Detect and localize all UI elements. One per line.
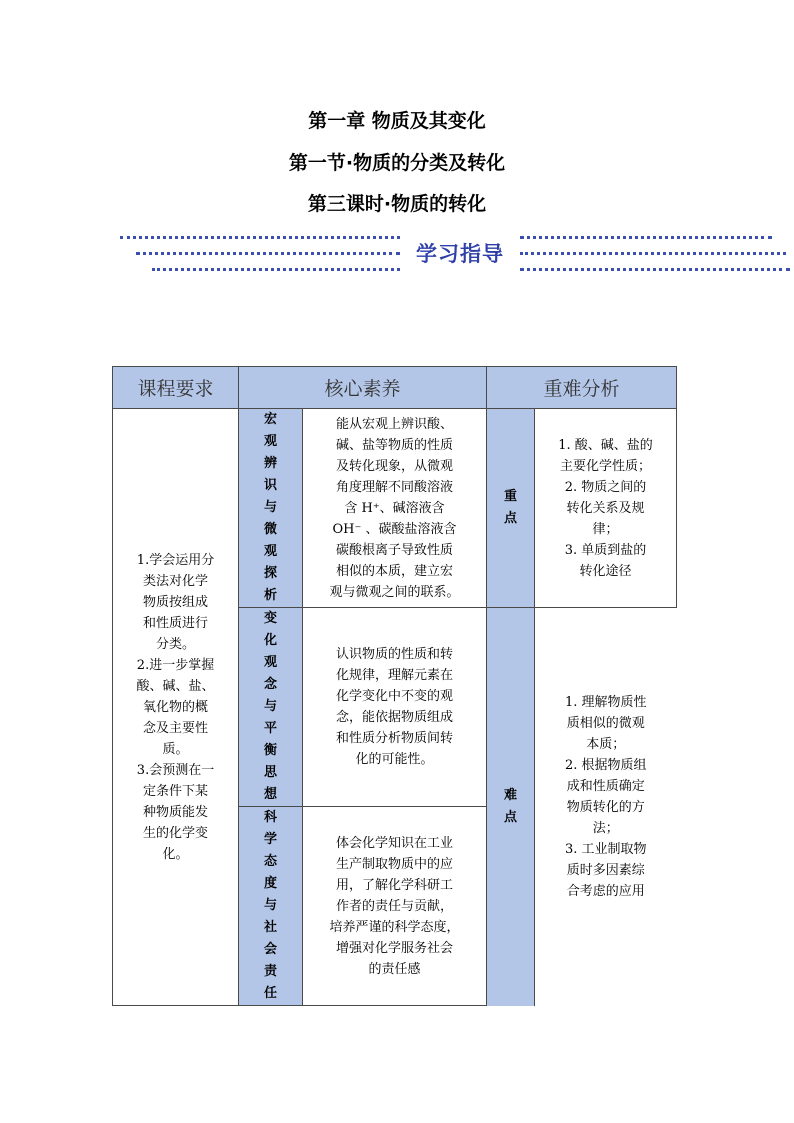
header-analysis: 重难分析 <box>487 367 677 409</box>
section-title: 第一节·物质的分类及转化 <box>288 152 506 174</box>
header-literacy: 核心素养 <box>239 367 487 409</box>
literacy-line: 生产制取物质中的应 <box>335 856 453 872</box>
category-char: 衡 <box>263 743 277 758</box>
requirements-line: 和性质进行 <box>142 615 208 631</box>
requirements-line: 定条件下某 <box>142 783 208 799</box>
literacy-category-1 <box>239 409 303 608</box>
difficult-point-line: 物质转化的方 <box>566 800 645 815</box>
literacy-line: 培养严谨的科学态度， <box>329 919 460 935</box>
requirements-text <box>121 550 230 865</box>
literacy-line: 体会化学知识在工业 <box>335 835 453 851</box>
category-char: 态 <box>263 854 277 869</box>
category-char: 析 <box>263 588 277 603</box>
category-char: 平 <box>263 721 277 736</box>
category-char: 想 <box>263 787 277 802</box>
category-char: 微 <box>263 522 277 537</box>
requirements-line: 种物质能发 <box>142 804 208 820</box>
difficult-point-line: 成和性质确定 <box>566 779 645 794</box>
banner-dots-left-3 <box>152 268 400 271</box>
literacy-line: 碳酸根离子导致性质 <box>335 542 453 558</box>
literacy-category-3 <box>239 807 303 1006</box>
literacy-line: 作者的责任与贡献， <box>335 898 453 914</box>
key-point-line: 转化途径 <box>579 563 632 579</box>
difficult-point-line: 2. 根据物质组 <box>564 758 647 773</box>
difficult-point-line: 法； <box>592 821 619 836</box>
literacy-line: 相似的本质，建立宏 <box>335 563 453 579</box>
literacy-line: 含 H⁺、碱溶液含 <box>344 500 445 516</box>
difficult-point-line: 3. 工业制取物 <box>564 842 647 857</box>
banner-dots-right-1 <box>520 236 772 239</box>
difficult-point-line: 合考虑的应用 <box>566 884 645 899</box>
category-char: 念 <box>263 677 277 692</box>
difficult-point-line: 质时多因素综 <box>566 863 645 878</box>
banner-dots-left-2 <box>136 252 400 255</box>
category-char: 学 <box>263 832 277 847</box>
literacy-line: 增强对化学服务社会 <box>335 940 453 956</box>
literacy-line: 能从宏观上辨识酸、 <box>335 416 453 432</box>
lesson-title: 第三课时·物质的转化 <box>307 193 487 215</box>
category-char: 科 <box>263 810 277 825</box>
requirements-line: 氧化物的概 <box>142 699 208 715</box>
difficult-point-line: 本质； <box>586 737 626 752</box>
difficult-point-tag-char: 难 <box>503 787 517 803</box>
literacy-line: 认识物质的性质和转 <box>335 647 453 662</box>
requirements-line: 3.会预测在一 <box>136 762 215 778</box>
key-point-tag-char: 点 <box>503 511 517 526</box>
difficult-point-tag <box>487 608 535 1006</box>
literacy-text-2 <box>303 608 487 807</box>
literacy-line: 和性质分析物质间转 <box>335 731 453 746</box>
requirements-line: 质。 <box>162 741 189 757</box>
category-char: 社 <box>263 920 277 935</box>
literacy-line: 化学变化中不变的观 <box>335 689 453 704</box>
literacy-line: 观与微观之间的联系。 <box>329 584 460 600</box>
chapter-title: 第一章 物质及其变化 <box>308 110 486 132</box>
category-char: 变 <box>263 611 277 626</box>
key-point-tag-char: 重 <box>503 489 517 504</box>
literacy-line: 化的可能性。 <box>355 752 434 767</box>
key-point-line: 主要化学性质； <box>559 458 651 474</box>
requirements-line: 物质按组成 <box>142 594 208 610</box>
literacy-category-2 <box>239 608 303 807</box>
category-char: 观 <box>263 434 277 449</box>
banner-dots-right-3 <box>520 268 790 271</box>
difficult-point-text <box>535 608 677 1006</box>
category-char: 化 <box>263 633 277 648</box>
category-char: 度 <box>263 876 277 891</box>
literacy-text-3 <box>303 807 487 1006</box>
course-overview-table <box>112 366 677 1006</box>
key-point-line: 3. 单质到盐的 <box>564 542 647 558</box>
category-char: 宏 <box>263 412 277 427</box>
key-point-text <box>535 409 677 608</box>
header-requirements: 课程要求 <box>113 367 239 409</box>
requirements-line: 分类。 <box>155 636 195 652</box>
key-point-tag <box>487 409 535 608</box>
literacy-line: 用，了解化学科研工 <box>335 877 453 893</box>
requirements-line: 1.学会运用分 <box>136 552 215 568</box>
literacy-line: 念，能依据物质组成 <box>335 710 453 725</box>
requirements-cell <box>113 409 239 1006</box>
key-point-line: 2. 物质之间的 <box>564 479 647 495</box>
category-char: 观 <box>263 544 277 559</box>
key-point-line: 转化关系及规 <box>566 500 645 516</box>
banner-dots-left-1 <box>120 236 400 239</box>
difficult-point-line: 1. 理解物质性 <box>564 695 647 710</box>
requirements-line: 生的化学变 <box>142 825 208 841</box>
literacy-line: 角度理解不同酸溶液 <box>335 479 453 495</box>
category-char: 辨 <box>263 456 277 471</box>
category-char: 识 <box>263 478 277 493</box>
banner-dots-right-2 <box>520 252 786 255</box>
requirements-line: 类法对化学 <box>142 573 208 589</box>
requirements-line: 酸、碱、盐、 <box>136 678 215 694</box>
difficult-point-line: 质相似的微观 <box>566 716 645 731</box>
requirements-line: 2.进一步掌握 <box>136 657 215 673</box>
requirements-line: 化。 <box>162 846 189 862</box>
category-char: 探 <box>263 566 277 581</box>
literacy-line: OH⁻ 、碳酸盐溶液含 <box>332 521 457 537</box>
category-char: 会 <box>263 942 277 957</box>
requirements-line: 念及主要性 <box>142 720 208 736</box>
category-char: 与 <box>263 898 277 913</box>
literacy-text-1 <box>303 409 487 608</box>
literacy-line: 化规律，理解元素在 <box>335 668 453 683</box>
key-point-line: 律； <box>592 521 619 537</box>
category-char: 责 <box>263 964 277 979</box>
category-char: 任 <box>263 986 277 1001</box>
category-char: 与 <box>263 500 277 515</box>
literacy-line: 的责任感 <box>368 961 421 977</box>
category-char: 观 <box>263 655 277 670</box>
key-point-line: 1. 酸、碱、盐的 <box>558 437 653 453</box>
study-guide-banner: 学习指导 <box>416 242 504 266</box>
category-char: 思 <box>263 765 277 780</box>
difficult-point-tag-char: 点 <box>503 809 517 825</box>
literacy-line: 及转化现象，从微观 <box>335 458 453 474</box>
literacy-line: 碱、盐等物质的性质 <box>335 437 453 453</box>
category-char: 与 <box>263 699 277 714</box>
